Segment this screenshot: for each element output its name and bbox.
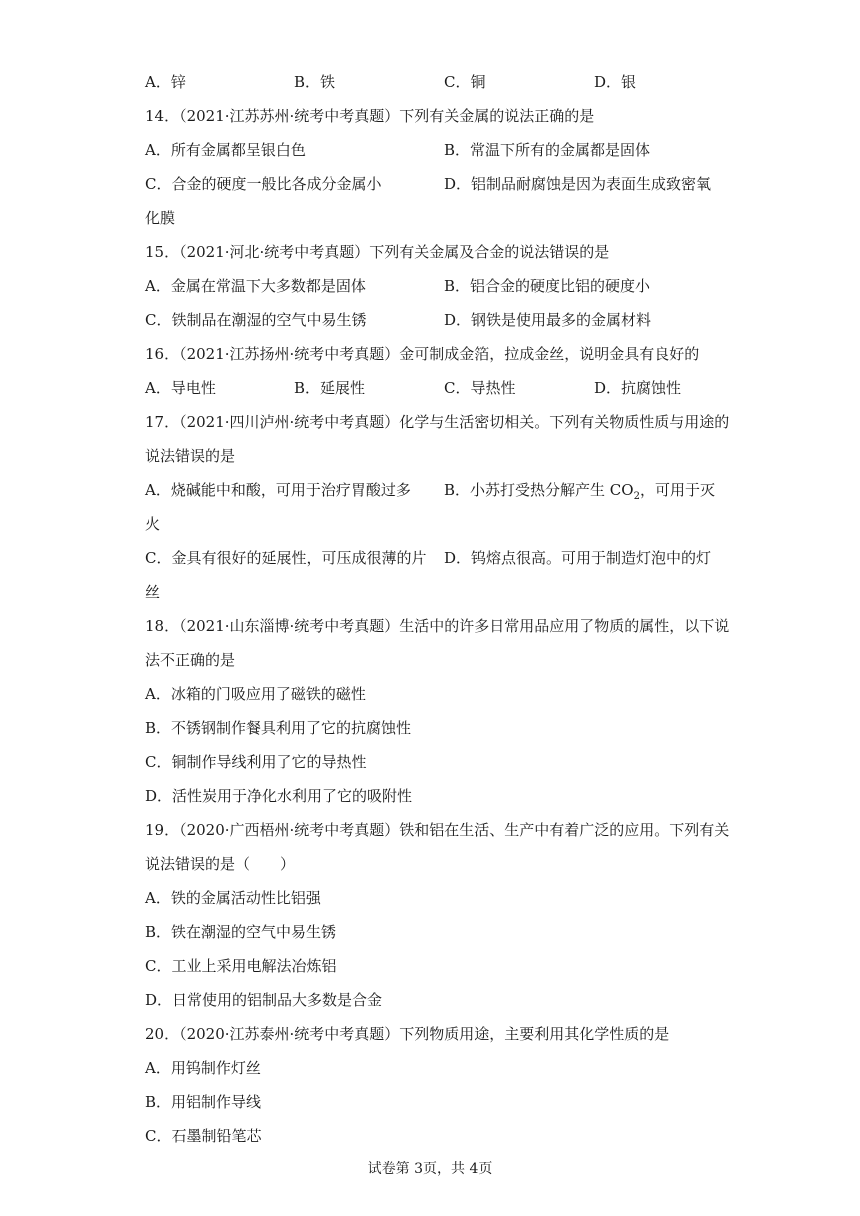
q17-option-b	[444, 480, 715, 500]
q17-option-b-subscript: 2	[633, 491, 640, 502]
q20-option-c: C．石墨制铅笔芯	[145, 1127, 262, 1145]
q19-option-a: A．铁的金属活动性比铝强	[145, 889, 321, 907]
q18-stem-line2: 法不正确的是	[145, 651, 236, 669]
q16-option-c: C．导热性	[444, 379, 516, 397]
q17-option-d: D．钨熔点很高。可用于制造灯泡中的灯	[444, 549, 712, 567]
q18-option-d: D．活性炭用于净化水利用了它的吸附性	[145, 787, 413, 805]
q17-stem-line2: 说法错误的是	[145, 447, 236, 465]
q17-option-b-text: B．小苏打受热分解产生 CO	[444, 481, 634, 499]
q13-option-b: B．铁	[294, 73, 336, 91]
q15-option-c: C．铁制品在潮湿的空气中易生锈	[145, 311, 367, 329]
q19-stem-line2: 说法错误的是（ ）	[145, 855, 296, 873]
q20-stem: 20．（2020·江苏泰州·统考中考真题）下列物质用途，主要利用其化学性质的是	[145, 1025, 670, 1043]
q19-option-b: B．铁在潮湿的空气中易生锈	[145, 923, 337, 941]
q15-stem: 15．（2021·河北·统考中考真题）下列有关金属及合金的说法错误的是	[145, 243, 610, 261]
q18-stem-line1: 18．（2021·山东淄博·统考中考真题）生活中的许多日常用品应用了物质的属性，以下说	[145, 617, 730, 635]
q17-option-d-continued: 丝	[145, 583, 161, 601]
page-footer: 试卷第 3页，共 4页	[367, 1161, 493, 1177]
q13-option-a: A．锌	[145, 73, 186, 91]
q17-option-b-text-after: ，可用于灭	[639, 481, 715, 499]
q14-option-c: C．合金的硬度一般比各成分金属小	[145, 175, 382, 193]
q15-option-a: A．金属在常温下大多数都是固体	[145, 277, 366, 295]
q13-option-d: D．银	[594, 73, 637, 91]
q19-option-c: C．工业上采用电解法冶炼铝	[145, 957, 337, 975]
q17-option-c: C．金具有很好的延展性，可压成很薄的片	[145, 549, 427, 567]
q13-option-c: C．铜	[444, 73, 486, 91]
q18-option-b: B．不锈钢制作餐具利用了它的抗腐蚀性	[145, 719, 412, 737]
q14-option-a: A．所有金属都呈银白色	[145, 141, 306, 159]
q14-option-d: D．铝制品耐腐蚀是因为表面生成致密氧	[444, 175, 712, 193]
q18-option-a: A．冰箱的门吸应用了磁铁的磁性	[145, 685, 366, 703]
q19-option-d: D．日常使用的铝制品大多数是合金	[145, 991, 383, 1009]
q16-option-b: B．延展性	[294, 379, 366, 397]
q17-stem-line1: 17．（2021·四川泸州·统考中考真题）化学与生活密切相关。下列有关物质性质与用途的	[145, 413, 730, 431]
q15-option-b: B．铝合金的硬度比铝的硬度小	[444, 277, 651, 295]
q20-option-a: A．用钨制作灯丝	[145, 1059, 261, 1077]
q17-option-b-continued: 火	[145, 515, 161, 533]
q14-option-b: B．常温下所有的金属都是固体	[444, 141, 651, 159]
q18-option-c: C．铜制作导线利用了它的导热性	[145, 753, 367, 771]
q15-option-d: D．钢铁是使用最多的金属材料	[444, 311, 652, 329]
q16-option-d: D．抗腐蚀性	[594, 379, 682, 397]
q14-option-d-continued: 化膜	[145, 209, 176, 227]
q14-stem: 14．（2021·江苏苏州·统考中考真题）下列有关金属的说法正确的是	[145, 107, 595, 125]
q17-option-a: A．烧碱能中和酸，可用于治疗胃酸过多	[145, 481, 411, 499]
q16-option-a: A．导电性	[145, 379, 216, 397]
q16-stem: 16．（2021·江苏扬州·统考中考真题）金可制成金箔，拉成金丝，说明金具有良好的	[145, 345, 700, 363]
q20-option-b: B．用铝制作导线	[145, 1093, 262, 1111]
q19-stem-line1: 19．（2020·广西梧州·统考中考真题）铁和铝在生活、生产中有着广泛的应用。下列有关	[145, 821, 730, 839]
